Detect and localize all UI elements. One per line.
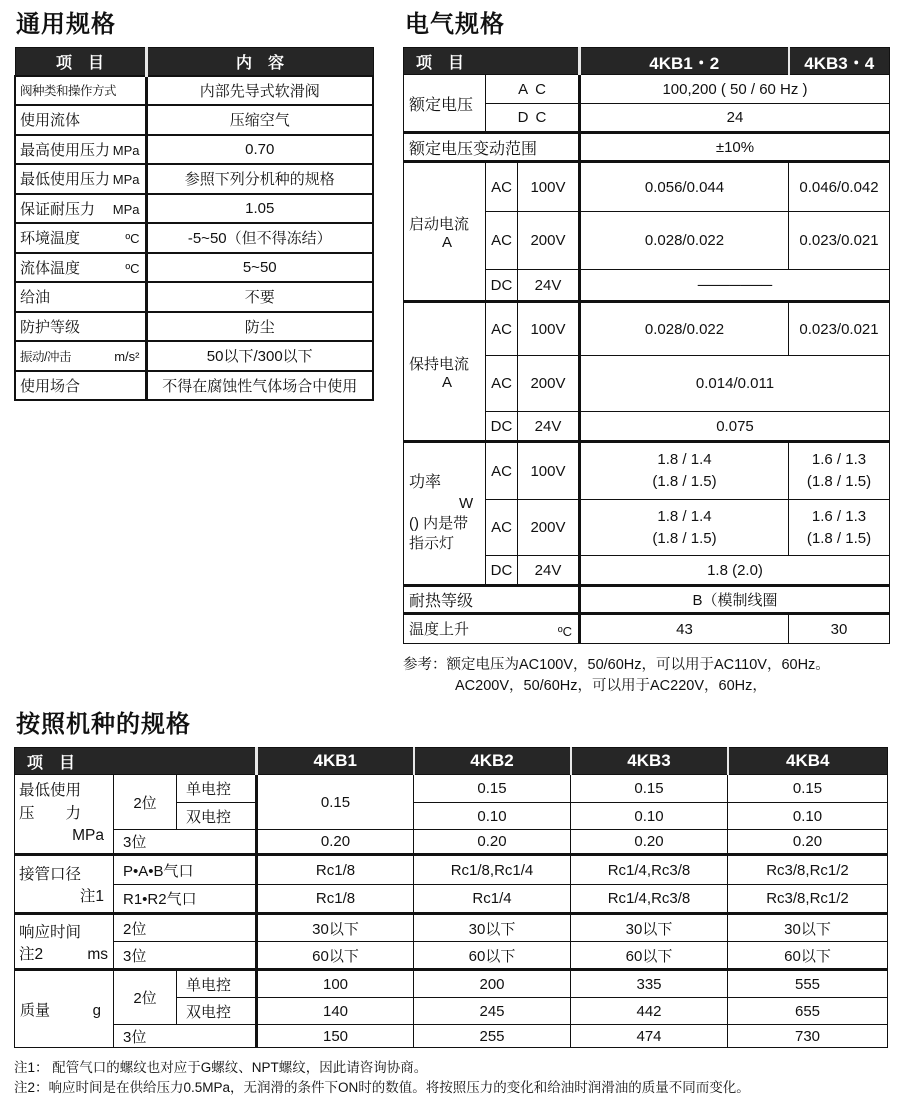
- spec-value: -5~50（但不得冻结）: [146, 223, 373, 253]
- row-label: 使用流体: [15, 105, 146, 135]
- spec-value: 0.15: [571, 775, 728, 803]
- voltage-cell: 200V: [518, 500, 580, 556]
- position-label: 2位: [114, 775, 177, 830]
- row-label: 保证耐压力 MPa: [15, 194, 146, 224]
- spec-value: 防尘: [146, 312, 373, 342]
- table-row: [404, 133, 890, 162]
- spec-value: 150: [257, 1025, 414, 1048]
- spec-value: Rc1/4,Rc3/8: [571, 855, 728, 885]
- row-label-rated-voltage: 额定电压: [404, 75, 486, 133]
- table-row: [15, 830, 888, 855]
- spec-value: 0.15: [257, 775, 414, 830]
- spec-value: 30以下: [571, 914, 728, 942]
- position-label: 3位: [114, 1025, 257, 1048]
- column-header-content: 内 容: [146, 48, 373, 76]
- general-header-row: [15, 48, 373, 76]
- column-header-item: 项 目: [404, 48, 580, 75]
- row-label: 环境温度 ºC: [15, 223, 146, 253]
- spec-value: 1.8 / 1.4 (1.8 / 1.5): [580, 442, 789, 500]
- table-row: [404, 75, 890, 104]
- spec-value: 50以下/300以下: [146, 341, 373, 371]
- spec-value: 不要: [146, 282, 373, 312]
- row-label: 防护等级: [15, 312, 146, 342]
- ac-dc-cell: AC: [486, 162, 518, 212]
- position-label: 3位: [114, 942, 257, 970]
- spec-value: 压缩空气: [146, 105, 373, 135]
- solenoid-type-label: 双电控: [177, 803, 257, 830]
- spec-value: 200: [414, 970, 571, 998]
- spec-value: 0.023/0.021: [789, 212, 890, 270]
- general-specs-table: [14, 47, 374, 401]
- table-row: [15, 76, 373, 106]
- spec-value: 内部先导式软滑阀: [146, 76, 373, 106]
- spec-value: 655: [728, 998, 888, 1025]
- port-label: R1•R2气口: [114, 885, 257, 914]
- spec-value: 不得在腐蚀性气体场合中使用: [146, 371, 373, 401]
- row-label-voltage-range: 额定电压变动范围: [404, 133, 580, 162]
- spec-value: 60以下: [571, 942, 728, 970]
- column-header-item: 项 目: [15, 748, 257, 775]
- spec-value: 140: [257, 998, 414, 1025]
- solenoid-type-label: 单电控: [177, 970, 257, 998]
- spec-value: Rc1/4: [414, 885, 571, 914]
- general-specs-title: 通用规格: [16, 11, 116, 38]
- spec-value: 0.046/0.042: [789, 162, 890, 212]
- row-label: 振动/冲击 m/s²: [15, 341, 146, 371]
- spec-value: 30以下: [414, 914, 571, 942]
- row-label-inrush-current: 启动电流 A: [404, 162, 486, 302]
- spec-value: 335: [571, 970, 728, 998]
- column-header-4kb4: 4KB4: [728, 748, 888, 775]
- table-row: [15, 194, 373, 224]
- spec-value: 730: [728, 1025, 888, 1048]
- table-row: [404, 586, 890, 614]
- spec-value: 60以下: [728, 942, 888, 970]
- model-specs-title: 按照机种的规格: [16, 711, 191, 738]
- ac-dc-cell: AC: [486, 302, 518, 356]
- spec-value: 100: [257, 970, 414, 998]
- spec-value: 30: [789, 614, 890, 644]
- spec-value: Rc3/8,Rc1/2: [728, 885, 888, 914]
- spec-value: 30以下: [728, 914, 888, 942]
- position-label: 3位: [114, 830, 257, 855]
- row-label-holding-current: 保持电流 A: [404, 302, 486, 442]
- port-label: P•A•B气口: [114, 855, 257, 885]
- spec-value: 1.6 / 1.3 (1.8 / 1.5): [789, 442, 890, 500]
- row-label: 最高使用压力 MPa: [15, 135, 146, 165]
- spec-value: Rc1/8: [257, 885, 414, 914]
- footnote-line: AC200V，50/60Hz，可以用于AC220V，60Hz，: [455, 678, 767, 695]
- model-header-row: [15, 748, 888, 775]
- table-row: [15, 312, 373, 342]
- model-specs-section: [14, 704, 888, 1099]
- electrical-specs-table: [403, 47, 890, 644]
- spec-value: 参照下列分机种的规格: [146, 164, 373, 194]
- ac-dc-cell: AC: [486, 442, 518, 500]
- table-row: [15, 942, 888, 970]
- spec-value: Rc3/8,Rc1/2: [728, 855, 888, 885]
- row-label: 流体温度 ºC: [15, 253, 146, 283]
- table-row: [404, 614, 890, 644]
- table-row: [15, 282, 373, 312]
- spec-value: 0.20: [728, 830, 888, 855]
- column-header-4kb3-4: 4KB3・4: [789, 48, 890, 75]
- spec-value: Rc1/8,Rc1/4: [414, 855, 571, 885]
- model-specs-table: [14, 747, 888, 1048]
- column-header-4kb2: 4KB2: [414, 748, 571, 775]
- spec-value: 0.10: [571, 803, 728, 830]
- footnote-line: 注1： 配管气口的螺纹也对应于G螺纹、NPT螺纹，因此请咨询协商。: [14, 1060, 428, 1075]
- row-label: 阀种类和操作方式: [15, 76, 146, 106]
- column-header-4kb1-2: 4KB1・2: [580, 48, 789, 75]
- spec-value: 0.10: [414, 803, 571, 830]
- electrical-header-row: [404, 48, 890, 75]
- spec-value: 1.8 / 1.4 (1.8 / 1.5): [580, 500, 789, 556]
- table-row: [15, 105, 373, 135]
- electrical-footnote: [403, 655, 890, 697]
- spec-value: 442: [571, 998, 728, 1025]
- column-header-4kb3: 4KB3: [571, 748, 728, 775]
- table-row: [15, 1025, 888, 1048]
- ac-dc-cell: AC: [486, 356, 518, 412]
- row-label: 最低使用压力 MPa: [15, 164, 146, 194]
- spec-value: 0.056/0.044: [580, 162, 789, 212]
- voltage-cell: 24V: [518, 412, 580, 442]
- spec-value: 0.20: [414, 830, 571, 855]
- spec-value: 0.023/0.021: [789, 302, 890, 356]
- spec-value: ±10%: [580, 133, 890, 162]
- spec-value: 1.6 / 1.3 (1.8 / 1.5): [789, 500, 890, 556]
- ac-dc-cell: DC: [486, 556, 518, 586]
- voltage-cell: 200V: [518, 356, 580, 412]
- column-header-4kb1: 4KB1: [257, 748, 414, 775]
- row-label-port-size: 接管口径 注1: [15, 855, 114, 914]
- spec-value: 0.20: [571, 830, 728, 855]
- table-row: [404, 162, 890, 212]
- row-label: 给油: [15, 282, 146, 312]
- spec-value: 0.028/0.022: [580, 212, 789, 270]
- spec-value: 255: [414, 1025, 571, 1048]
- spec-value: B（模制线圈: [580, 586, 890, 614]
- spec-value: 24: [580, 104, 890, 133]
- row-label: 使用场合: [15, 371, 146, 401]
- spec-value: 245: [414, 998, 571, 1025]
- row-label-temp-rise: 温度上升 ºC: [404, 614, 580, 644]
- column-header-item: 项 目: [15, 48, 146, 76]
- voltage-cell: 100V: [518, 162, 580, 212]
- spec-value: 0.15: [414, 775, 571, 803]
- ac-dc-cell: AC: [486, 212, 518, 270]
- table-row: [15, 885, 888, 914]
- solenoid-type-label: 单电控: [177, 775, 257, 803]
- model-footnotes: [14, 1058, 888, 1099]
- spec-value: 1.05: [146, 194, 373, 224]
- table-row: [15, 223, 373, 253]
- spec-value: 0.15: [728, 775, 888, 803]
- spec-value: 474: [571, 1025, 728, 1048]
- table-row: [15, 970, 888, 998]
- general-specs-section: [14, 4, 374, 401]
- table-row: [404, 302, 890, 356]
- voltage-cell: 200V: [518, 212, 580, 270]
- electrical-specs-section: [403, 4, 890, 697]
- spec-value: 555: [728, 970, 888, 998]
- voltage-cell: 100V: [518, 302, 580, 356]
- spec-value: 43: [580, 614, 789, 644]
- footnote-line: 参考：额定电压为AC100V，50/60Hz，可以用于AC110V，60Hz。: [403, 657, 830, 673]
- spec-value: 5~50: [146, 253, 373, 283]
- row-label-min-pressure: 最低使用 压 力 MPa: [15, 775, 114, 855]
- row-label-power: 功率 W () 内是带 指示灯: [404, 442, 486, 586]
- spec-value: Rc1/4,Rc3/8: [571, 885, 728, 914]
- spec-value: 0.075: [580, 412, 890, 442]
- table-row: [15, 371, 373, 401]
- electrical-specs-title: 电气规格: [405, 11, 505, 38]
- voltage-cell: 24V: [518, 270, 580, 302]
- row-label-weight: 质量 g: [15, 970, 114, 1048]
- table-row: [15, 914, 888, 942]
- spec-value: 0.014/0.011: [580, 356, 890, 412]
- spec-value: Rc1/8: [257, 855, 414, 885]
- table-row: [15, 855, 888, 885]
- position-label: 2位: [114, 970, 177, 1025]
- solenoid-type-label: 双电控: [177, 998, 257, 1025]
- table-row: [15, 341, 373, 371]
- voltage-cell: 24V: [518, 556, 580, 586]
- table-row: [15, 775, 888, 803]
- spec-value: 0.10: [728, 803, 888, 830]
- spec-value: 1.8 (2.0): [580, 556, 890, 586]
- footnote-line: 注2：响应时间是在供给压力0.5MPa，无润滑的条件下ON时的数值。将按照压力的变化和给油时润滑油的质量不同而变化。: [14, 1080, 750, 1096]
- spec-value: 0.20: [257, 830, 414, 855]
- ac-dc-cell: DC: [486, 270, 518, 302]
- spec-value: 30以下: [257, 914, 414, 942]
- table-row: [404, 442, 890, 500]
- row-label-heat-class: 耐热等级: [404, 586, 580, 614]
- table-row: [15, 135, 373, 165]
- ac-label: AC: [486, 75, 580, 104]
- spec-value: 60以下: [414, 942, 571, 970]
- ac-dc-cell: AC: [486, 500, 518, 556]
- spec-value: 0.028/0.022: [580, 302, 789, 356]
- ac-dc-cell: DC: [486, 412, 518, 442]
- dc-label: DC: [486, 104, 580, 133]
- voltage-cell: 100V: [518, 442, 580, 500]
- table-row: [15, 253, 373, 283]
- spec-value: 0.70: [146, 135, 373, 165]
- position-label: 2位: [114, 914, 257, 942]
- spec-value: 60以下: [257, 942, 414, 970]
- spec-value-dash: ───────: [580, 270, 890, 302]
- spec-value: 100,200 ( 50 / 60 Hz ): [580, 75, 890, 104]
- table-row: [15, 164, 373, 194]
- row-label-response-time: 响应时间 注2 ms: [15, 914, 114, 970]
